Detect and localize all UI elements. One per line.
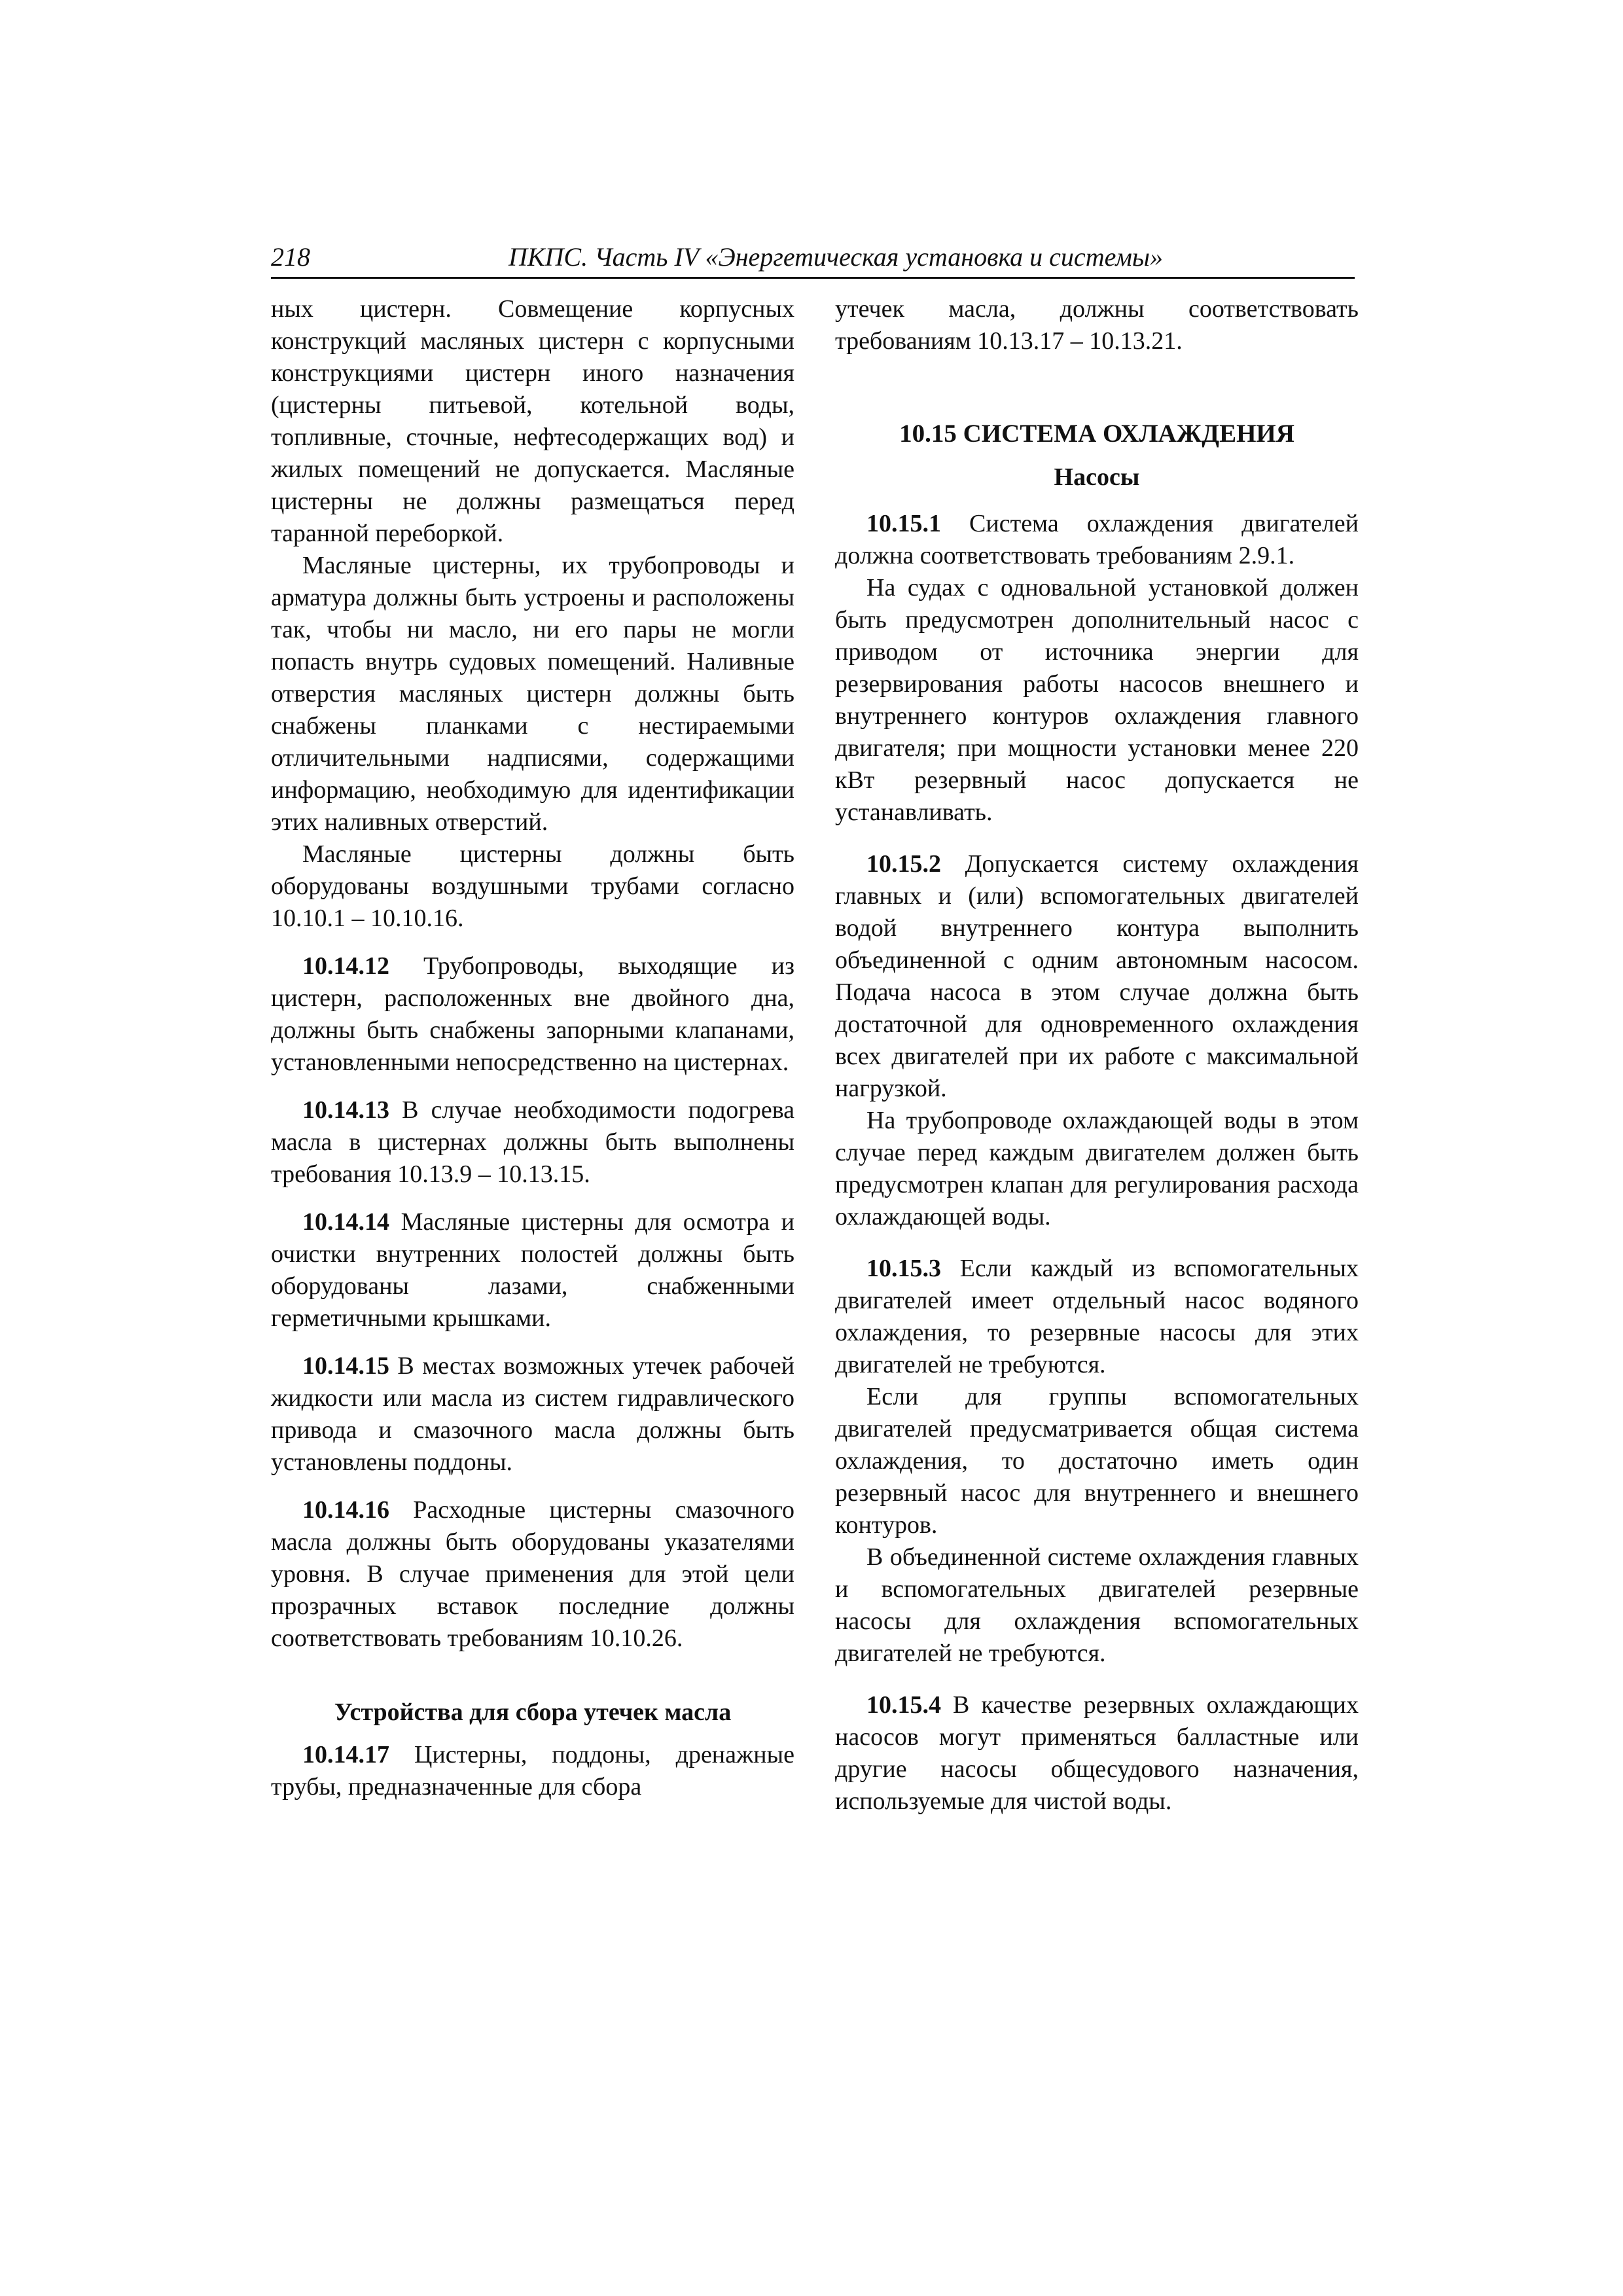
running-header <box>271 238 1355 279</box>
clause-number: 10.14.12 <box>302 952 389 980</box>
clause-10-14-13 <box>271 1094 794 1191</box>
paragraph: В объединенной системе охлаждения главных и вспомогательных двигателей резервные насосы для охлаждения вспомогательных двигателей не требуются. <box>835 1543 1359 1667</box>
clause-text: Трубопроводы, выходящие из цистерн, расположенных вне двойного дна, должны быть снабжены запорными клапанами, установленными непосредственно на цистернах. <box>271 952 794 1076</box>
clause-text: Цистерны, поддоны, дренажные трубы, предназначенные для сбора <box>271 1741 794 1801</box>
subheading-oil-leak: Устройства для сбора утечек масла <box>334 1698 732 1726</box>
clause-text: В случае необходимости подогрева масла в цистернах должны быть выполнены требования 10.13.9 – 10.13.15. <box>271 1096 794 1188</box>
clause-text: Масляные цистерны для осмотра и очистки внутренних полостей должны быть оборудованы лазами, снабженными герметичными крышками. <box>271 1208 794 1332</box>
clause-number: 10.14.13 <box>302 1096 389 1124</box>
clause-10-15-1 <box>835 508 1359 572</box>
clause-10-14-14 <box>271 1206 794 1335</box>
paragraph: утечек масла, должны соответствовать требованиям 10.13.17 – 10.13.21. <box>835 295 1359 355</box>
paragraph: Если для группы вспомогательных двигателей предусматривается общая система охлаждения, то достаточно иметь один резервный насос для внутреннего и внешнего контуров. <box>835 1383 1359 1539</box>
subheading-pumps: Насосы <box>1054 463 1140 491</box>
clause-text: Если каждый из вспомогательных двигателей имеет отдельный насос водяного охлаждения, то резервные насосы для этих двигателей не требуются. <box>835 1255 1359 1378</box>
paragraph: Масляные цистерны должны быть оборудованы воздушными трубами согласно 10.10.1 – 10.10.16. <box>271 840 794 932</box>
page-number: 218 <box>271 242 310 272</box>
clause-number: 10.14.15 <box>302 1352 389 1380</box>
clause-10-14-12 <box>271 950 794 1079</box>
clause-number: 10.15.1 <box>866 510 941 537</box>
clause-10-15-3 <box>835 1253 1359 1381</box>
clause-text: В качестве резервных охлаждающих насосов могут применяться балластные или другие насосы общесудового назначения, используемые для чистой воды. <box>835 1691 1359 1815</box>
clause-number: 10.15.4 <box>866 1691 941 1719</box>
clause-text: Расходные цистерны смазочного масла должны быть оборудованы указателями уровня. В случае применения для этой цели прозрачных вставок последние должны соответствовать требованиям 10.10.26. <box>271 1496 794 1652</box>
clause-number: 10.14.14 <box>302 1208 389 1236</box>
paragraph: Масляные цистерны, их трубопроводы и арматура должны быть устроены и расположены так, чтобы ни масло, ни его пары не могли попасть внутрь судовых помещений. Наливные отверстия масляных цистерн должны быть снабжены планками с нестираемыми отличительными надписями, содержащими информацию, необходимую для идентификации этих наливных отверстий. <box>271 552 794 836</box>
clause-10-15-2 <box>835 848 1359 1105</box>
clause-text: Допускается систему охлаждения главных и (или) вспомогательных двигателей водой внутреннего контура выполнить объединенной с одним автономным насосом. Подача насоса в этом случае должна быть достаточной для одновременного охлаждения всех двигателей при их работе с максимальной нагрузкой. <box>835 850 1359 1102</box>
paragraph: На трубопроводе охлаждающей воды в этом случае перед каждым двигателем должен быть предусмотрен клапан для регулирования расхода охлаждающей воды. <box>835 1107 1359 1230</box>
clause-number: 10.15.3 <box>866 1255 941 1282</box>
paragraph: На судах с одновальной установкой должен быть предусмотрен дополнительный насос с приводом от источника энергии для резервирования работы насосов внешнего и внутреннего контуров охлаждения главного двигателя; при мощности установки менее 220 кВт резервный насос допускается не устанавливать. <box>835 574 1359 826</box>
clause-10-14-17 <box>271 1739 794 1803</box>
clause-text: Система охлаждения двигателей должна соответствовать требованиям 2.9.1. <box>835 510 1359 569</box>
clause-10-14-16 <box>271 1494 794 1655</box>
clause-number: 10.14.16 <box>302 1496 389 1524</box>
left-column <box>271 293 794 1803</box>
clause-number: 10.15.2 <box>866 850 941 878</box>
clause-10-15-4 <box>835 1689 1359 1818</box>
clause-text: В местах возможных утечек рабочей жидкости или масла из систем гидравлического привода и смазочного масла должны быть установлены поддоны. <box>271 1352 794 1476</box>
clause-number: 10.14.17 <box>302 1741 389 1768</box>
right-column <box>835 293 1359 1818</box>
clause-10-14-15 <box>271 1350 794 1479</box>
paragraph: ных цистерн. Совмещение корпусных конструкций масляных цистерн с корпусными конструкциями цистерн иного назначения (цистерны питьевой, котельной воды, топливные, сточные, нефтесодержащих вод) и жилых помещений не допускается. Масляные цистерны не должны размещаться перед таранной переборкой. <box>271 295 794 547</box>
section-heading: 10.15 СИСТЕМА ОХЛАЖДЕНИЯ <box>899 420 1294 448</box>
header-title: ПКПС. Часть IV «Энергетическая установка и системы» <box>508 242 1163 272</box>
